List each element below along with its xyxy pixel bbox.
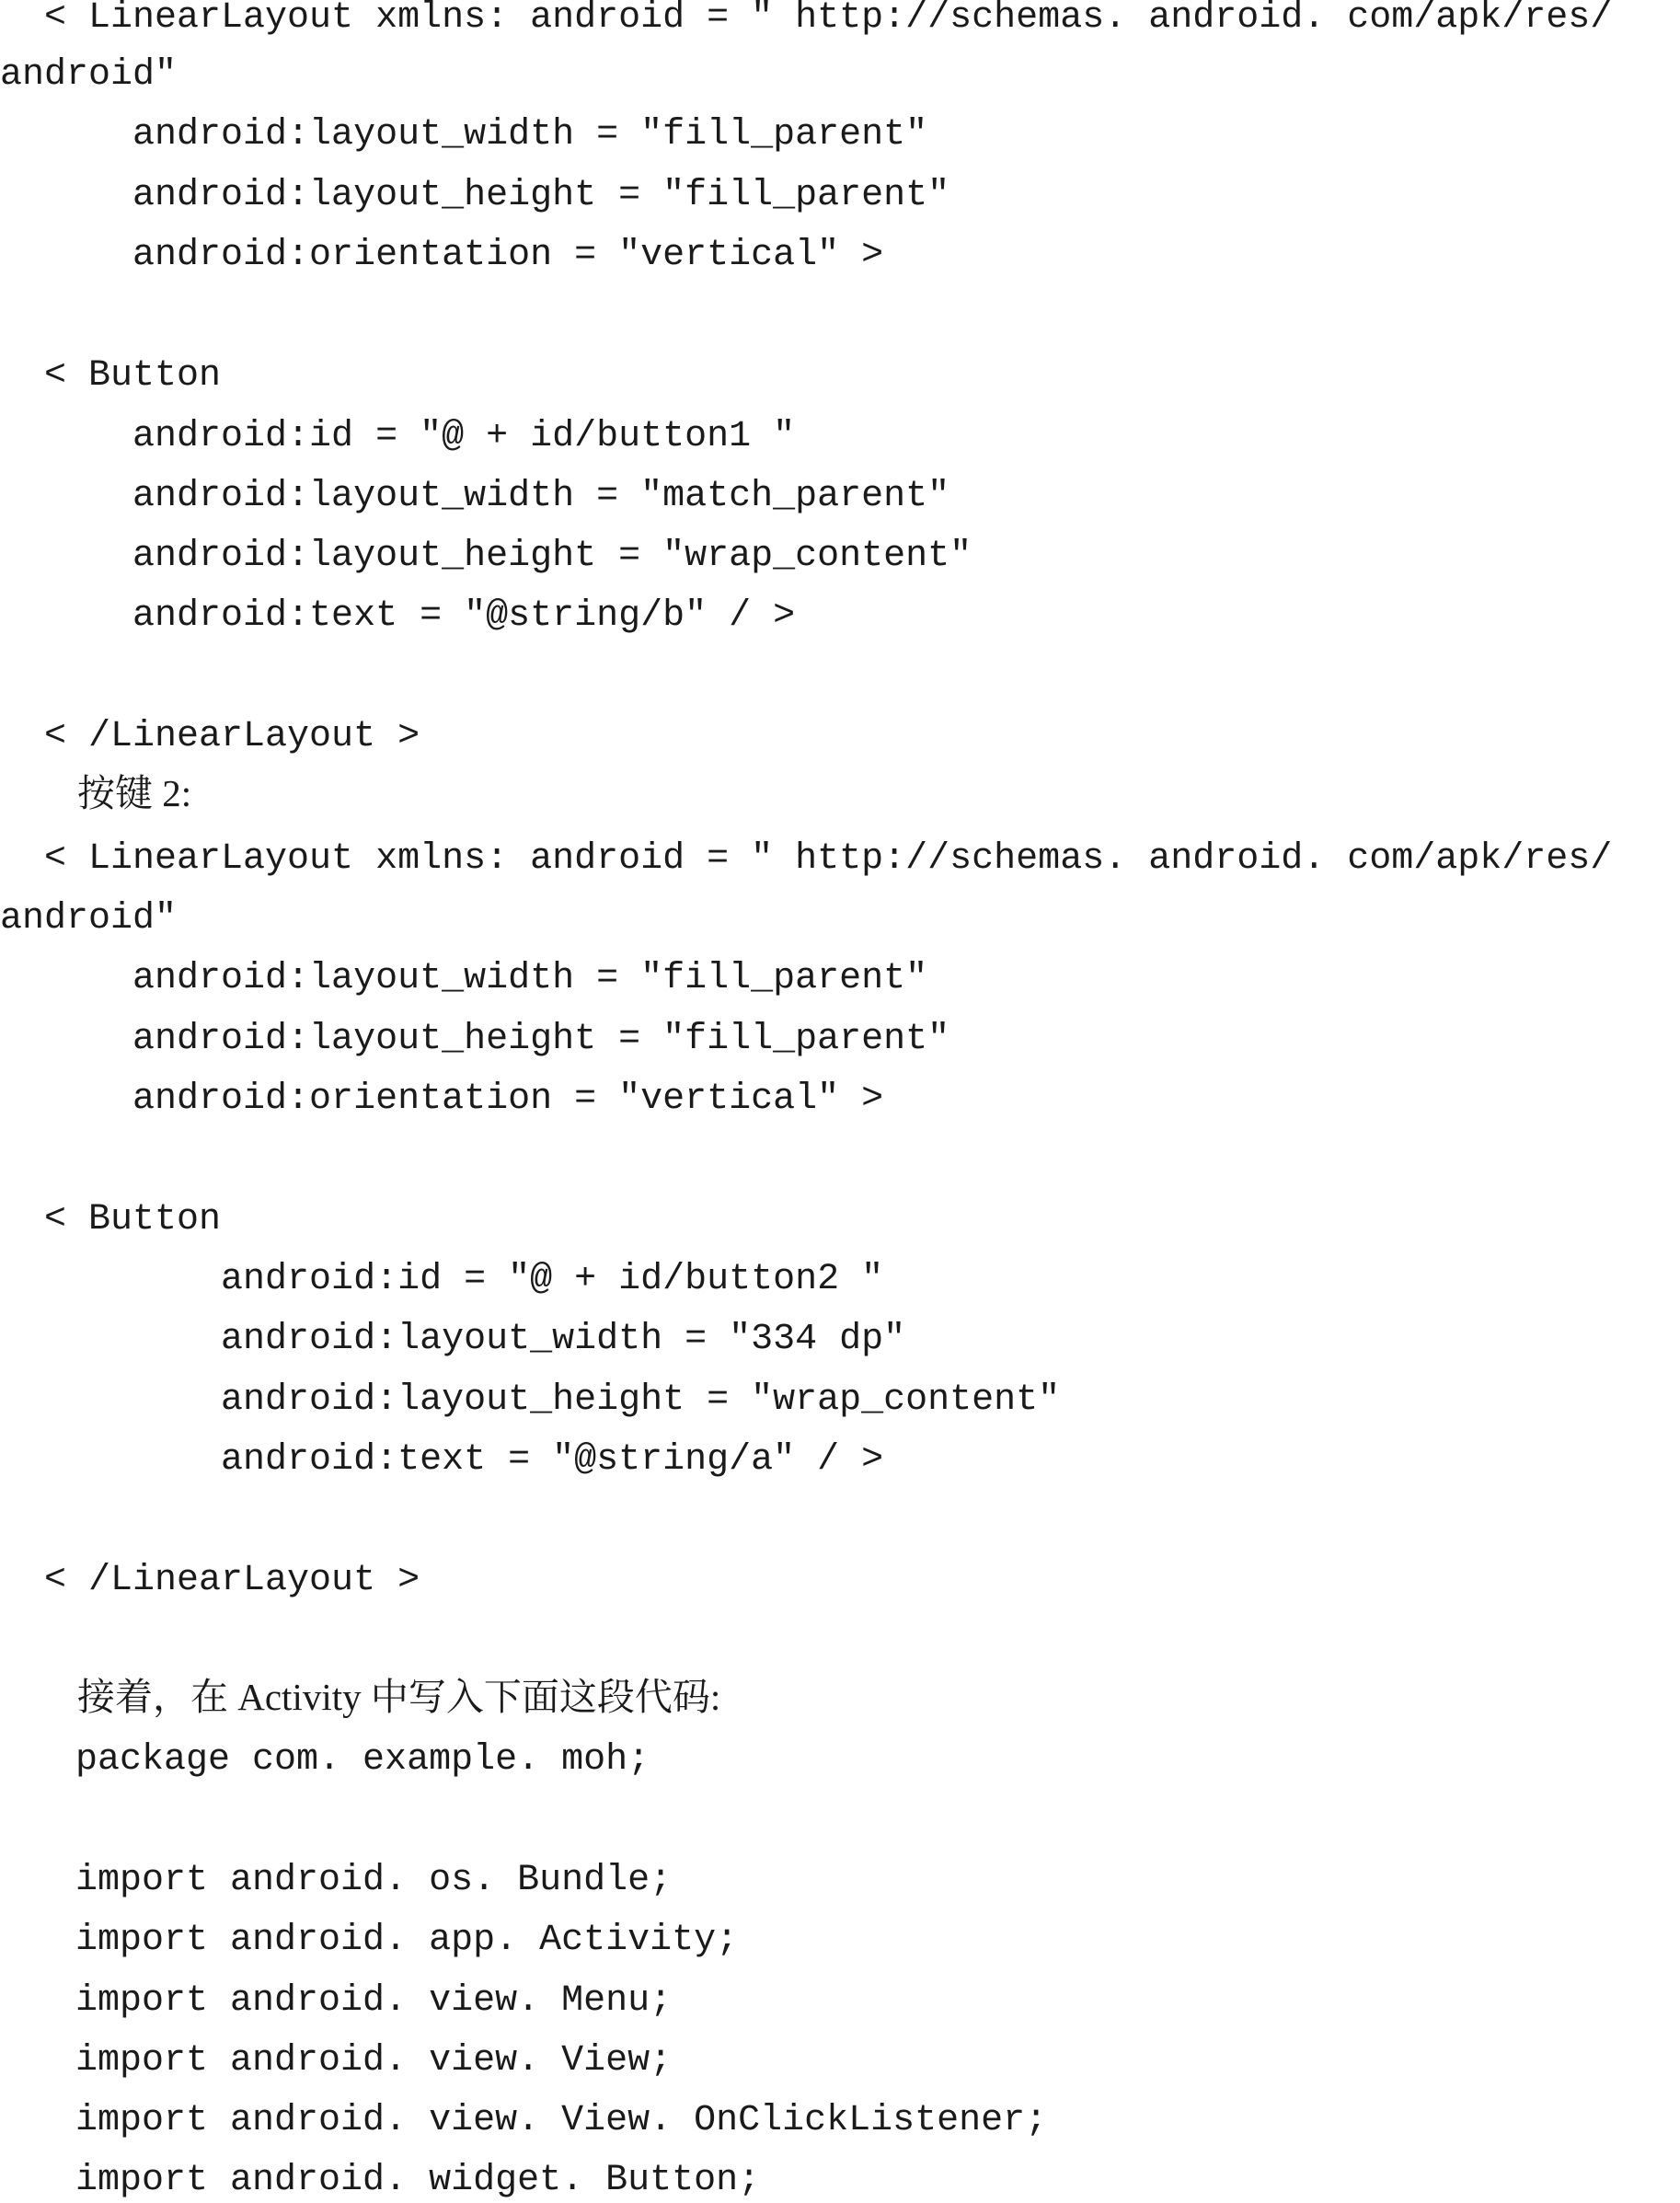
code-line: android:text = "@string/b" / > xyxy=(0,595,796,637)
code-line: android" xyxy=(0,54,178,96)
code-line: < /LinearLayout > xyxy=(0,1560,420,1601)
code-line: android:layout_height = "wrap_content" xyxy=(0,536,972,577)
code-line: android:orientation = "vertical" > xyxy=(0,235,884,276)
code-line: android:layout_height = "fill_parent" xyxy=(0,1019,950,1060)
code-line: android:layout_height = "wrap_content" xyxy=(0,1379,1061,1421)
code-line: android:layout_width = "match_parent" xyxy=(0,476,950,517)
code-line: import android. view. View. OnClickListener; xyxy=(53,2100,1048,2141)
code-line: import android. app. Activity; xyxy=(53,1920,739,1961)
code-line: android:id = "@ + id/button1 " xyxy=(0,416,796,457)
code-line: android:orientation = "vertical" > xyxy=(0,1078,884,1120)
code-line: < LinearLayout xmlns: android = " http://schemas. android. com/apk/res/ xyxy=(0,0,1613,39)
code-line: < Button xyxy=(0,1199,222,1240)
code-line: android:text = "@string/a" / > xyxy=(0,1439,884,1481)
code-line: < LinearLayout xmlns: android = " http://schemas. android. com/apk/res/ xyxy=(0,838,1613,880)
code-line: android:layout_width = "fill_parent" xyxy=(0,114,928,156)
code-line: import android. view. View; xyxy=(53,2040,673,2082)
code-line: android:layout_width = "fill_parent" xyxy=(0,958,928,999)
code-line: android:layout_height = "fill_parent" xyxy=(0,175,950,216)
code-line: package com. example. moh; xyxy=(53,1739,650,1781)
code-line: android:layout_width = "334 dp" xyxy=(0,1319,906,1360)
code-line: android:id = "@ + id/button2 " xyxy=(0,1259,884,1300)
code-line: android" xyxy=(0,898,178,940)
code-line: < /LinearLayout > xyxy=(0,716,420,757)
code-line: import android. widget. Button; xyxy=(53,2160,761,2201)
paragraph-text: 接着，在 Activity 中写入下面这段代码: xyxy=(77,1676,721,1718)
section-label: 按键 2: xyxy=(77,772,192,814)
code-line: import android. view. Menu; xyxy=(53,1980,673,2022)
code-line: import android. os. Bundle; xyxy=(53,1860,673,1901)
code-line: < Button xyxy=(0,355,222,397)
